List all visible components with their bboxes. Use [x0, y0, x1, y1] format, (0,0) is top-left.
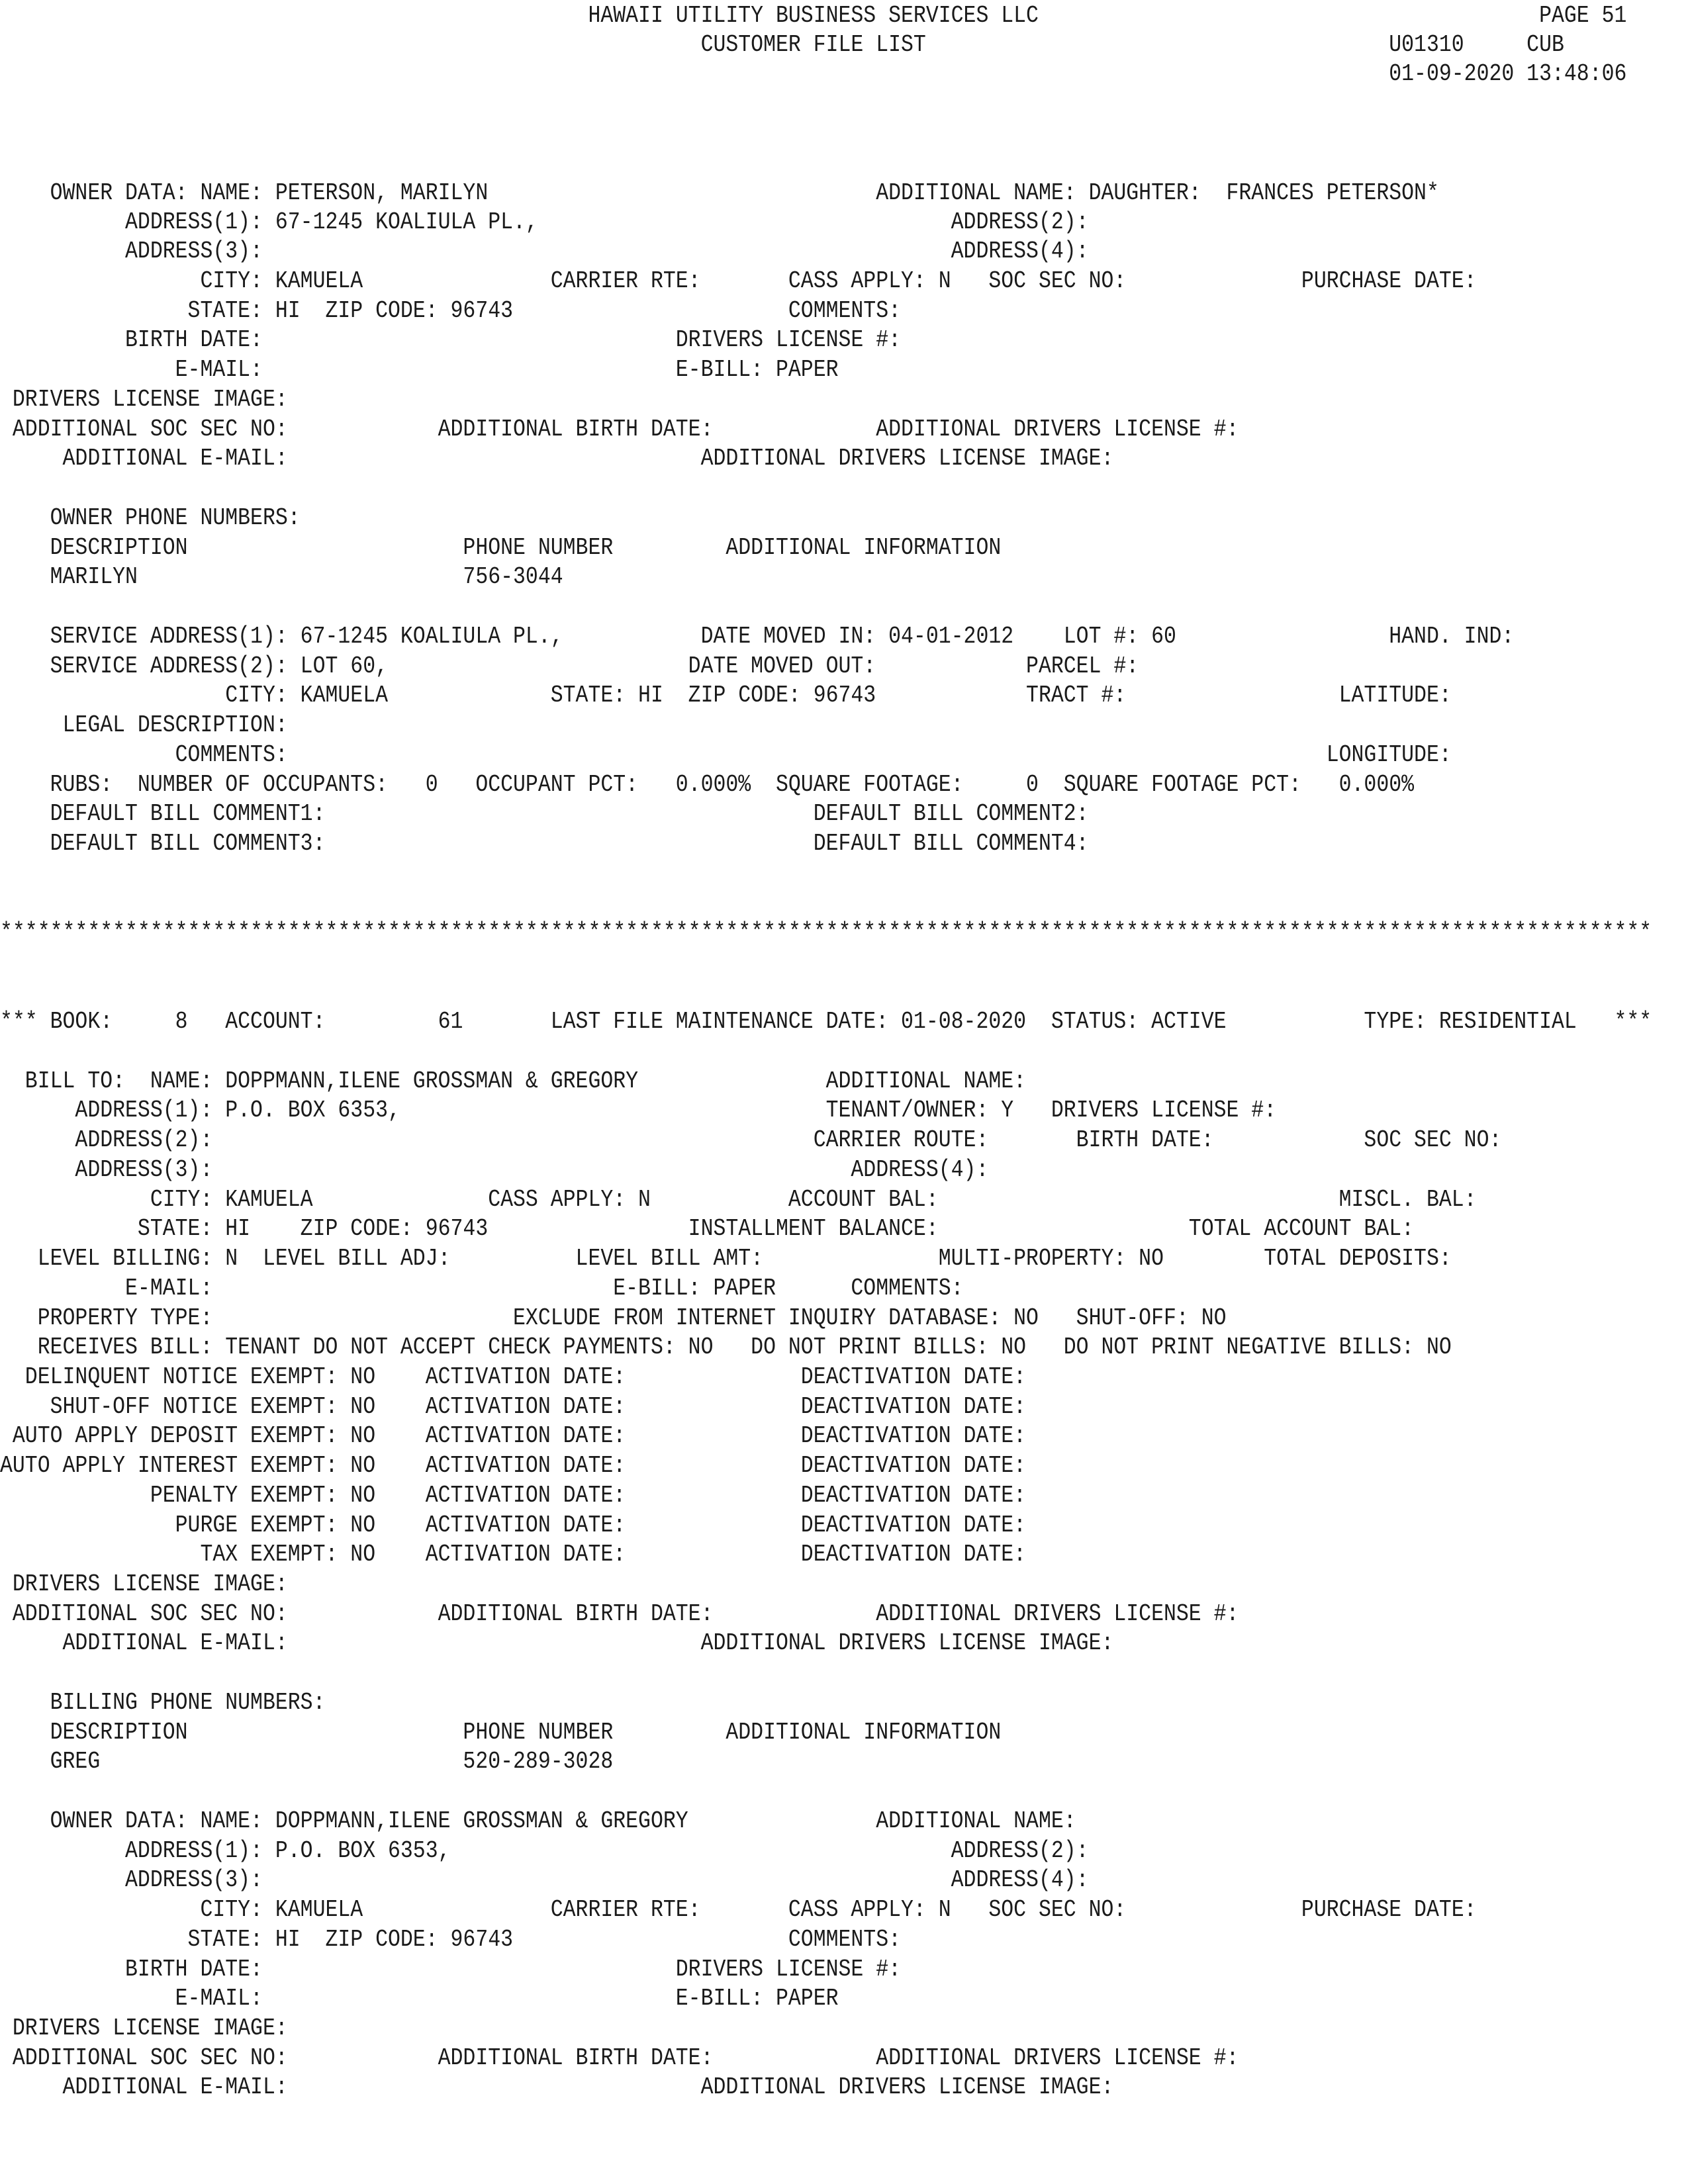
service-data-line: DEFAULT BILL COMMENT1: DEFAULT BILL COMMENT2:: [0, 800, 1089, 827]
exempt-line: DELINQUENT NOTICE EXEMPT: NO ACTIVATION DATE: DEACTIVATION DATE:: [0, 1363, 1027, 1390]
owner-data-line: ADDRESS(1): P.O. BOX 6353, ADDRESS(2):: [0, 1837, 1089, 1864]
owner-data-line: ADDITIONAL E-MAIL: ADDITIONAL DRIVERS LICENSE IMAGE:: [0, 445, 1114, 472]
service-data-line: DEFAULT BILL COMMENT3: DEFAULT BILL COMMENT4:: [0, 830, 1089, 857]
exempt-line: AUTO APPLY DEPOSIT EXEMPT: NO ACTIVATION DATE: DEACTIVATION DATE:: [0, 1422, 1027, 1449]
bill-to-line: LEVEL BILLING: N LEVEL BILL ADJ: LEVEL BILL AMT: MULTI-PROPERTY: NO TOTAL DEPOSITS:: [0, 1245, 1452, 1272]
bill-to-line: PROPERTY TYPE: EXCLUDE FROM INTERNET INQUIRY DATABASE: NO SHUT-OFF: NO: [0, 1304, 1227, 1332]
owner-data-line: DRIVERS LICENSE IMAGE:: [0, 386, 288, 413]
exempt-line: PENALTY EXEMPT: NO ACTIVATION DATE: DEACTIVATION DATE:: [0, 1482, 1027, 1509]
owner-data-line: ADDITIONAL SOC SEC NO: ADDITIONAL BIRTH DATE: ADDITIONAL DRIVERS LICENSE #:: [0, 416, 1239, 443]
owner-data-line: E-MAIL: E-BILL: PAPER: [0, 1985, 839, 2012]
bill-to-line: ADDITIONAL E-MAIL: ADDITIONAL DRIVERS LICENSE IMAGE:: [0, 1629, 1114, 1657]
bill-to-line: E-MAIL: E-BILL: PAPER COMMENTS:: [0, 1275, 964, 1302]
bill-to-line: ADDITIONAL SOC SEC NO: ADDITIONAL BIRTH DATE: ADDITIONAL DRIVERS LICENSE #:: [0, 1600, 1239, 1627]
owner-phone-columns: DESCRIPTION PHONE NUMBER ADDITIONAL INFORMATION: [0, 534, 1002, 561]
service-data-line: SERVICE ADDRESS(2): LOT 60, DATE MOVED OUT: PARCEL #:: [0, 653, 1139, 680]
owner-data-line: ADDRESS(3): ADDRESS(4):: [0, 238, 1089, 265]
owner-data-line: CITY: KAMUELA CARRIER RTE: CASS APPLY: N SOC SEC NO: PURCHASE DATE:: [0, 1896, 1477, 1923]
owner-data-line: BIRTH DATE: DRIVERS LICENSE #:: [0, 1956, 902, 1983]
owner-data-line: CITY: KAMUELA CARRIER RTE: CASS APPLY: N SOC SEC NO: PURCHASE DATE:: [0, 267, 1477, 295]
billing-phone-heading: BILLING PHONE NUMBERS:: [0, 1689, 326, 1716]
owner-data-line: ADDRESS(1): 67-1245 KOALIULA PL., ADDRESS(2):: [0, 208, 1089, 236]
bill-to-line: BILL TO: NAME: DOPPMANN,ILENE GROSSMAN & GREGORY ADDITIONAL NAME:: [0, 1068, 1027, 1095]
owner-phone-row: MARILYN 756-3044: [0, 563, 563, 590]
owner-data-line: ADDITIONAL SOC SEC NO: ADDITIONAL BIRTH DATE: ADDITIONAL DRIVERS LICENSE #:: [0, 2044, 1239, 2071]
account-header: *** BOOK: 8 ACCOUNT: 61 LAST FILE MAINTENANCE DATE: 01-08-2020 STATUS: ACTIVE TYPE: RESIDENTIAL ***: [0, 1008, 1652, 1035]
exempt-line: SHUT-OFF NOTICE EXEMPT: NO ACTIVATION DATE: DEACTIVATION DATE:: [0, 1393, 1027, 1420]
bill-to-line: ADDRESS(3): ADDRESS(4):: [0, 1156, 989, 1183]
owner-data-line: ADDRESS(3): ADDRESS(4):: [0, 1866, 1089, 1893]
owner-data-line: E-MAIL: E-BILL: PAPER: [0, 356, 839, 383]
report-header-timestamp: 01-09-2020 13:48:06: [0, 60, 1627, 87]
owner-data-line: STATE: HI ZIP CODE: 96743 COMMENTS:: [0, 297, 902, 324]
exempt-line: AUTO APPLY INTEREST EXEMPT: NO ACTIVATION DATE: DEACTIVATION DATE:: [0, 1452, 1027, 1479]
exempt-line: TAX EXEMPT: NO ACTIVATION DATE: DEACTIVATION DATE:: [0, 1541, 1027, 1568]
exempt-line: PURGE EXEMPT: NO ACTIVATION DATE: DEACTIVATION DATE:: [0, 1512, 1027, 1539]
service-data-line: CITY: KAMUELA STATE: HI ZIP CODE: 96743 TRACT #: LATITUDE:: [0, 682, 1452, 709]
service-data-line: LEGAL DESCRIPTION:: [0, 711, 288, 739]
owner-data-line: OWNER DATA: NAME: PETERSON, MARILYN ADDITIONAL NAME: DAUGHTER: FRANCES PETERSON*: [0, 179, 1439, 206]
section-separator: ************************************************************************************************************************************: [0, 919, 1652, 946]
owner-phone-heading: OWNER PHONE NUMBERS:: [0, 504, 301, 531]
owner-data-line: STATE: HI ZIP CODE: 96743 COMMENTS:: [0, 1926, 902, 1953]
bill-to-line: RECEIVES BILL: TENANT DO NOT ACCEPT CHECK PAYMENTS: NO DO NOT PRINT BILLS: NO DO NOT PRINT NEGATIVE BILLS: NO: [0, 1334, 1452, 1361]
report-header-title: HAWAII UTILITY BUSINESS SERVICES LLC PAGE 51: [0, 2, 1627, 29]
billing-phone-row: GREG 520-289-3028: [0, 1748, 614, 1775]
owner-data-line: BIRTH DATE: DRIVERS LICENSE #:: [0, 326, 902, 353]
owner-data-line: DRIVERS LICENSE IMAGE:: [0, 2015, 288, 2042]
service-data-line: RUBS: NUMBER OF OCCUPANTS: 0 OCCUPANT PCT: 0.000% SQUARE FOOTAGE: 0 SQUARE FOOTAGE PCT: 0.000%: [0, 771, 1415, 798]
service-data-line: SERVICE ADDRESS(1): 67-1245 KOALIULA PL., DATE MOVED IN: 04-01-2012 LOT #: 60 HAND. IND:: [0, 623, 1515, 650]
service-data-line: COMMENTS: LONGITUDE:: [0, 741, 1452, 768]
bill-to-line: ADDRESS(2): CARRIER ROUTE: BIRTH DATE: SOC SEC NO:: [0, 1126, 1502, 1154]
bill-to-line: CITY: KAMUELA CASS APPLY: N ACCOUNT BAL: MISCL. BAL:: [0, 1186, 1477, 1213]
bill-to-line: ADDRESS(1): P.O. BOX 6353, TENANT/OWNER: Y DRIVERS LICENSE #:: [0, 1097, 1277, 1124]
bill-to-line: DRIVERS LICENSE IMAGE:: [0, 1570, 288, 1598]
report-header-subtitle: CUSTOMER FILE LIST U01310 CUB: [0, 31, 1564, 58]
owner-data-line: OWNER DATA: NAME: DOPPMANN,ILENE GROSSMAN & GREGORY ADDITIONAL NAME:: [0, 1807, 1076, 1835]
bill-to-line: STATE: HI ZIP CODE: 96743 INSTALLMENT BALANCE: TOTAL ACCOUNT BAL:: [0, 1215, 1415, 1242]
owner-data-line: ADDITIONAL E-MAIL: ADDITIONAL DRIVERS LICENSE IMAGE:: [0, 2073, 1114, 2101]
billing-phone-columns: DESCRIPTION PHONE NUMBER ADDITIONAL INFORMATION: [0, 1719, 1002, 1746]
